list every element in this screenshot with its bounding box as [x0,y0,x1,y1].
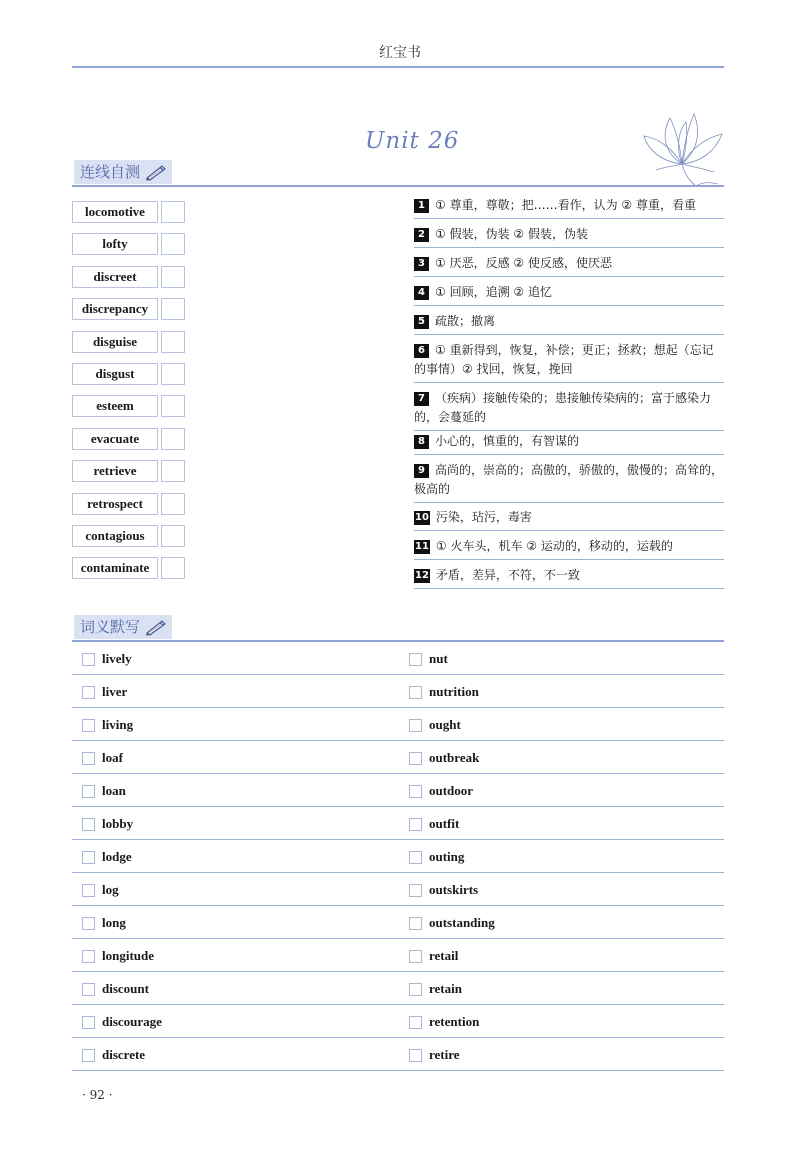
vocab-word: nutrition [429,684,479,699]
match-word-row [72,395,192,417]
vocab-checkbox[interactable] [409,1016,422,1029]
vocab-checkbox[interactable] [82,950,95,963]
match-section-rule [72,185,724,187]
vocab-item [82,848,132,866]
match-word: contaminate [72,557,158,579]
vocab-word: lodge [102,849,132,864]
match-word-row [72,525,192,547]
vocab-word: lobby [102,816,134,831]
vocab-word: nut [429,651,448,666]
definition-text: ① 重新得到，恢复，补偿；更正；拯救；想起（忘记的事情）② 找回，恢复，挽回 [414,343,714,376]
match-word-row [72,493,192,515]
match-answer-box[interactable] [161,233,185,255]
match-answer-box[interactable] [161,395,185,417]
definition-text: 小心的，慎重的，有智谋的 [435,434,580,448]
match-answer-box[interactable] [161,428,185,450]
vocab-word: outbreak [429,750,480,765]
match-word: retrieve [72,460,158,482]
vocab-word: outfit [429,816,460,831]
page-number: · 92 · [82,1088,113,1102]
definition-item [414,254,724,277]
definition-item [414,341,724,383]
definition-text: 污染，玷污，毒害 [435,510,532,524]
definition-item [414,283,724,306]
match-word: evacuate [72,428,158,450]
vocab-word: loan [102,783,126,798]
vocab-checkbox[interactable] [409,1049,422,1062]
vocab-checkbox[interactable] [409,983,422,996]
definition-number: 8 [414,435,429,449]
vocab-row [72,972,724,1005]
definition-text: （疾病）接触传染的；患接触传染病的；富于感染力的，会蔓延的 [414,391,712,424]
vocab-item [409,749,479,767]
vocab-word: retire [429,1047,460,1062]
vocab-word: long [102,915,126,930]
vocab-row [72,906,724,939]
vocab-checkbox[interactable] [409,686,422,699]
vocab-item [82,683,127,701]
vocab-row [72,642,724,675]
unit-title: Unit 26 [365,128,460,154]
match-answer-box[interactable] [161,493,185,515]
vocab-section-title: 词义默写 [80,618,141,636]
vocab-word: ought [429,717,461,732]
vocab-word: lively [102,651,132,666]
match-word: discrepancy [72,298,158,320]
match-word-row [72,557,192,579]
vocab-item [409,683,479,701]
match-word-row [72,460,192,482]
match-word: retrospect [72,493,158,515]
vocab-item [409,848,464,866]
vocab-section-header [72,615,724,641]
vocab-word: longitude [102,948,155,963]
definition-number: 6 [414,344,429,358]
vocab-item [82,914,126,932]
definition-item [414,312,724,335]
vocab-word: retention [429,1014,480,1029]
vocab-item [82,650,132,668]
vocab-checkbox[interactable] [82,983,95,996]
match-answer-box[interactable] [161,557,185,579]
vocab-word: liver [102,684,128,699]
vocab-checkbox[interactable] [409,785,422,798]
definition-item [414,508,724,531]
vocab-row [72,708,724,741]
match-word-row [72,266,192,288]
vocab-word: loaf [102,750,123,765]
definition-number: 10 [415,512,429,523]
vocab-checkbox[interactable] [82,686,95,699]
match-word-row [72,428,192,450]
vocab-item [409,716,461,734]
definition-number: 4 [414,286,429,300]
vocab-item [409,914,495,932]
match-word-row [72,233,192,255]
match-section-header [72,160,724,186]
vocab-checkbox[interactable] [409,917,422,930]
definition-number: 9 [414,464,429,478]
definition-text: ① 尊重，尊敬；把……看作，认为 ② 尊重，看重 [435,198,696,212]
pencil-icon [144,618,168,636]
vocab-checkbox[interactable] [409,884,422,897]
definition-number: 12 [415,570,429,581]
definition-item [414,537,724,560]
definition-text: ① 回顾，追溯 ② 追忆 [435,285,552,299]
definition-number: 5 [414,315,429,329]
definition-item [414,225,724,248]
match-word: discreet [72,266,158,288]
vocab-checkbox[interactable] [82,719,95,732]
vocab-item [82,881,119,899]
definition-text: 疏散；撤离 [435,314,496,328]
vocab-checkbox[interactable] [82,1049,95,1062]
vocab-checkbox[interactable] [409,653,422,666]
vocab-checkbox[interactable] [409,851,422,864]
vocab-item [82,947,154,965]
vocab-word: log [102,882,119,897]
vocab-word: discount [102,981,149,996]
vocab-checkbox[interactable] [82,818,95,831]
vocab-item [82,815,133,833]
vocab-row [72,807,724,840]
definition-item [414,196,724,219]
match-answer-box[interactable] [161,525,185,547]
vocab-row [72,939,724,972]
vocab-checkbox[interactable] [409,950,422,963]
vocab-item [82,716,133,734]
definition-text: 矛盾，差异，不符，不一致 [435,568,580,582]
vocab-row [72,840,724,873]
vocab-word: outstanding [429,915,495,930]
vocab-checkbox[interactable] [82,1016,95,1029]
match-answer-box[interactable] [161,201,185,223]
vocab-word: living [102,717,134,732]
match-answer-box[interactable] [161,298,185,320]
vocab-word: discrete [102,1047,146,1062]
vocab-row [72,1038,724,1071]
vocab-checkbox[interactable] [82,653,95,666]
definition-number: 1 [414,199,429,213]
vocab-section-label [74,615,172,639]
definition-item [414,461,724,503]
definition-text: 高尚的，崇高的；高傲的，骄傲的，傲慢的；高耸的，极高的 [414,463,724,496]
match-answer-box[interactable] [161,266,185,288]
definition-text: ① 厌恶，反感 ② 使反感，使厌恶 [435,256,612,270]
vocab-checkbox[interactable] [82,917,95,930]
vocab-word: outing [429,849,465,864]
match-word-row [72,331,192,353]
vocab-word: outskirts [429,882,479,897]
match-word: disguise [72,331,158,353]
vocab-item [409,650,448,668]
vocab-item [409,1046,460,1064]
header-divider [72,66,724,68]
vocab-checkbox[interactable] [409,719,422,732]
match-answer-box[interactable] [161,331,185,353]
vocab-row [72,675,724,708]
vocab-row [72,774,724,807]
vocab-checkbox[interactable] [82,752,95,765]
definition-item [414,566,724,589]
pencil-icon [144,163,168,181]
vocab-word: outdoor [429,783,474,798]
vocab-item [409,782,473,800]
match-word: contagious [72,525,158,547]
definition-text: ① 假装，伪装 ② 假装，伪装 [435,227,588,241]
vocab-checkbox[interactable] [409,752,422,765]
definition-item [414,432,724,455]
vocab-item [82,1046,145,1064]
match-word: disgust [72,363,158,385]
vocab-item [409,980,462,998]
vocab-item [409,1013,479,1031]
match-word: lofty [72,233,158,255]
vocab-row [72,1005,724,1038]
vocab-checkbox[interactable] [82,884,95,897]
vocab-item [82,1013,162,1031]
vocab-item [82,980,149,998]
definition-number: 3 [414,257,429,271]
match-section-label [74,160,172,184]
match-word: esteem [72,395,158,417]
vocab-item [409,881,478,899]
match-section-title: 连线自测 [80,163,141,181]
vocab-row [72,873,724,906]
definition-number: 7 [414,392,429,406]
match-word: locomotive [72,201,158,223]
match-word-row [72,363,192,385]
vocab-checkbox[interactable] [409,818,422,831]
vocab-word: retail [429,948,459,963]
match-word-row [72,201,192,223]
vocab-item [82,782,126,800]
definition-number: 2 [414,228,429,242]
match-word-row [72,298,192,320]
vocab-checkbox[interactable] [82,785,95,798]
match-answer-box[interactable] [161,460,185,482]
definition-number: 11 [415,541,429,552]
vocab-item [409,947,458,965]
vocab-row [72,741,724,774]
definition-item [414,389,724,431]
vocab-item [82,749,123,767]
book-title: 红宝书 [379,45,421,61]
vocab-checkbox[interactable] [82,851,95,864]
definition-text: ① 火车头，机车 ② 运动的，移动的，运载的 [435,539,673,553]
vocab-word: discourage [102,1014,162,1029]
vocab-word: retain [429,981,462,996]
match-answer-box[interactable] [161,363,185,385]
vocab-item [409,815,459,833]
